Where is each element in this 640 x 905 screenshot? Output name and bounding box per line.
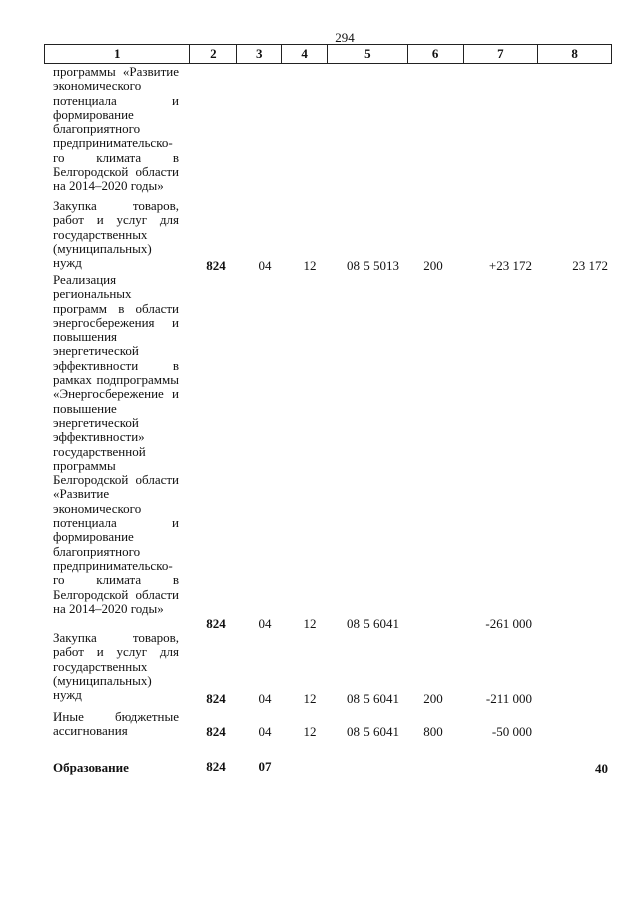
cell-subsection: 12 bbox=[303, 616, 317, 631]
desc-line: повышение bbox=[53, 400, 117, 416]
desc-line: программы «Развитие bbox=[53, 64, 179, 79]
desc-line: (муниципальных) bbox=[53, 672, 152, 688]
cell-subsection: 12 bbox=[303, 724, 317, 739]
desc-line: формирование bbox=[53, 106, 134, 122]
desc-line: потенциала и bbox=[53, 515, 179, 531]
cell-expense-type: 200 bbox=[423, 258, 443, 273]
desc-line: государственных bbox=[53, 226, 148, 242]
desc-line: энергетической bbox=[53, 343, 139, 359]
row-description bbox=[53, 65, 179, 194]
cell-section: 04 bbox=[258, 724, 272, 739]
cell-section: 04 bbox=[258, 258, 272, 273]
desc-line: формирование bbox=[53, 529, 134, 545]
desc-line: «Развитие bbox=[53, 486, 110, 502]
desc-line: программ в области bbox=[53, 300, 179, 316]
header-col-6: 6 bbox=[408, 45, 464, 63]
cell-change: -50 000 bbox=[491, 724, 532, 739]
desc-line: го климата в bbox=[53, 572, 179, 588]
cell-subsection: 12 bbox=[303, 691, 317, 706]
desc-line: потенциала и bbox=[53, 92, 179, 108]
cell-target-article: 08 5 5013 bbox=[347, 258, 399, 273]
desc-line: на 2014–2020 годы» bbox=[53, 178, 164, 194]
desc-line: на 2014–2020 годы» bbox=[53, 600, 164, 616]
cell-total: 40 bbox=[595, 761, 608, 776]
cell-target-article: 08 5 6041 bbox=[347, 724, 399, 739]
cell-subsection: 12 bbox=[303, 258, 317, 273]
desc-line: региональных bbox=[53, 286, 132, 302]
desc-line: работ и услуг для bbox=[53, 212, 179, 228]
section-title: Образование bbox=[53, 760, 129, 775]
desc-line: Белгородской области bbox=[53, 586, 179, 602]
desc-line: предпринимательско- bbox=[53, 135, 173, 151]
desc-line: государственных bbox=[53, 658, 148, 674]
desc-line: предпринимательско- bbox=[53, 557, 173, 573]
desc-line: нужд bbox=[53, 687, 82, 703]
cell-ministry: 824 bbox=[206, 616, 226, 631]
row-description bbox=[53, 273, 179, 616]
header-col-2: 2 bbox=[190, 45, 237, 63]
desc-line: Белгородской области bbox=[53, 472, 179, 488]
desc-line: экономического bbox=[53, 500, 142, 516]
row-description bbox=[53, 631, 179, 702]
desc-line: работ и услуг для bbox=[53, 644, 179, 660]
page-number: 294 bbox=[335, 30, 355, 45]
cell-section: 04 bbox=[258, 616, 272, 631]
desc-line: эффективности в bbox=[53, 357, 179, 373]
cell-section: 04 bbox=[258, 691, 272, 706]
desc-line: Белгородской области bbox=[53, 164, 179, 180]
desc-line: Реализация bbox=[53, 272, 117, 287]
desc-line: экономического bbox=[53, 78, 142, 94]
cell-ministry: 824 bbox=[206, 258, 226, 273]
cell-change: -211 000 bbox=[485, 691, 532, 706]
cell-change: -261 000 bbox=[485, 616, 532, 631]
desc-line: рамках подпрограммы bbox=[53, 372, 179, 388]
cell-expense-type: 200 bbox=[423, 691, 443, 706]
header-col-8: 8 bbox=[571, 46, 578, 61]
desc-line: энергосбережения и bbox=[53, 314, 179, 330]
desc-line: программы bbox=[53, 457, 116, 473]
desc-line: благоприятного bbox=[53, 543, 141, 559]
cell-expense-type: 800 bbox=[423, 724, 443, 739]
desc-line: эффективности» bbox=[53, 429, 145, 445]
desc-line: Закупка товаров, bbox=[53, 630, 179, 645]
desc-line: (муниципальных) bbox=[53, 240, 152, 256]
cell-target-article: 08 5 6041 bbox=[347, 616, 399, 631]
row-description bbox=[53, 710, 179, 739]
desc-line: ассигнования bbox=[53, 723, 128, 739]
cell-target-article: 08 5 6041 bbox=[347, 691, 399, 706]
cell-ministry: 824 bbox=[206, 724, 226, 739]
desc-line: повышения bbox=[53, 329, 118, 345]
cell-ministry: 824 bbox=[206, 759, 226, 774]
cell-ministry: 824 bbox=[206, 691, 226, 706]
header-col-7: 7 bbox=[464, 45, 539, 63]
desc-line: нужд bbox=[53, 255, 82, 271]
table-header bbox=[44, 44, 612, 64]
row-description bbox=[53, 199, 179, 270]
header-col-4: 4 bbox=[282, 45, 328, 63]
cell-change: +23 172 bbox=[488, 258, 532, 273]
desc-line: Закупка товаров, bbox=[53, 198, 179, 213]
desc-line: Иные бюджетные bbox=[53, 709, 179, 724]
header-col-3: 3 bbox=[237, 45, 282, 63]
desc-line: энергетической bbox=[53, 414, 139, 430]
desc-line: благоприятного bbox=[53, 121, 141, 137]
desc-line: «Энергосбережение и bbox=[53, 386, 179, 402]
header-col-5: 5 bbox=[328, 45, 408, 63]
cell-total: 23 172 bbox=[572, 258, 608, 273]
cell-section: 07 bbox=[258, 759, 272, 774]
desc-line: государственной bbox=[53, 443, 146, 459]
header-col-1: 1 bbox=[45, 45, 190, 63]
desc-line: го климата в bbox=[53, 149, 179, 165]
